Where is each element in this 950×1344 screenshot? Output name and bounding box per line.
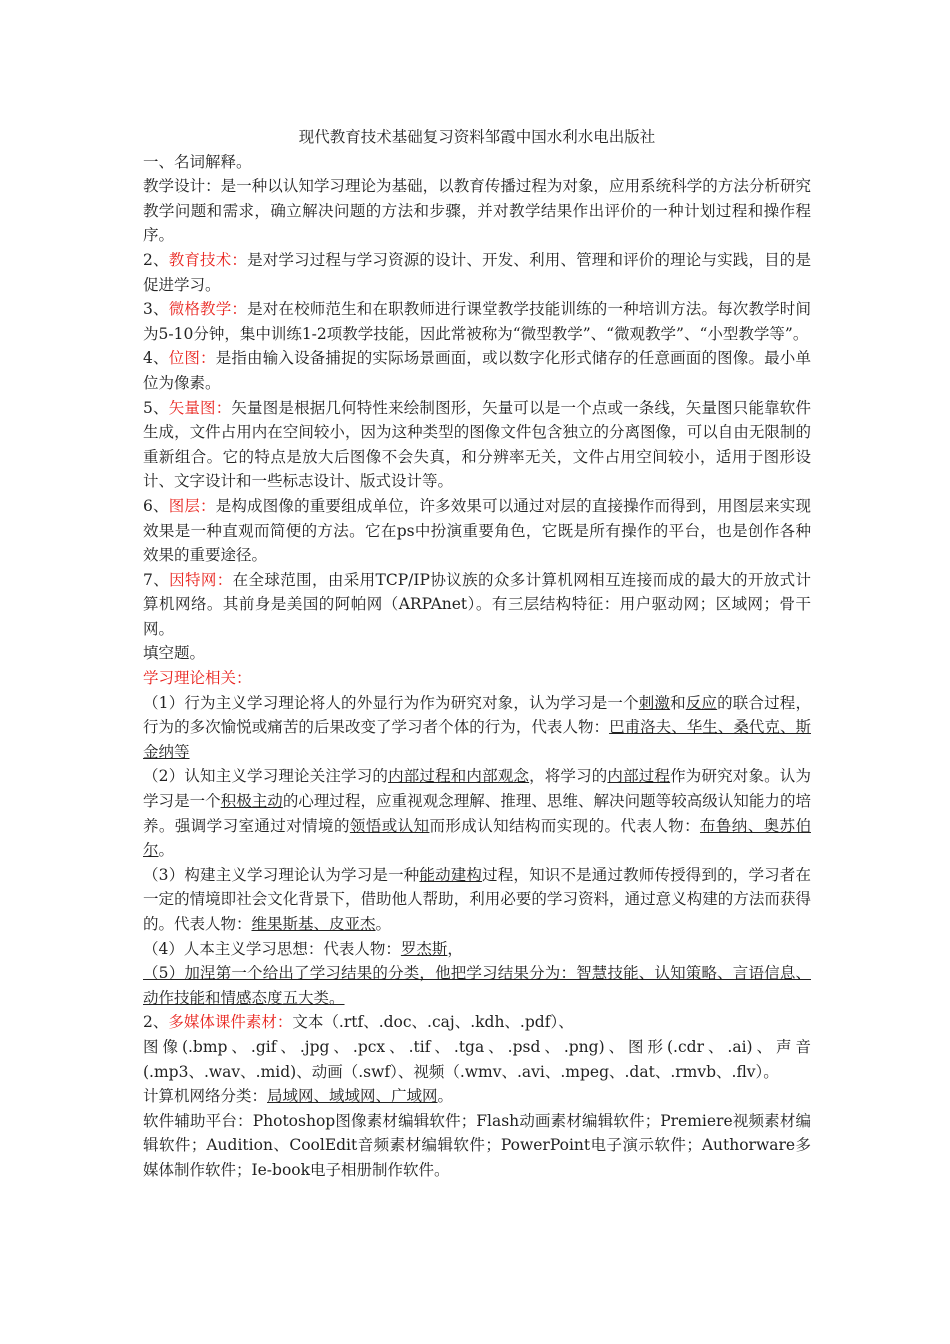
text-run: ，将学习的 [529, 767, 608, 786]
multimedia-formats: 图像(.bmp、.gif、.jpg、.pcx、.tif、.tga、.psd、.png)、图形(.cdr、.ai)、声音(.mp3、.wav、.mid)、动画（.swf）、视频（.wmv、.avi、.mpeg、.dat、.rmvb、.flv）。 [143, 1037, 811, 1081]
underlined-answer: 反应 [685, 693, 718, 712]
definition-bitmap [143, 346, 811, 395]
text-run: 而形成认知结构而实现的。代表人物： [429, 816, 700, 835]
text-run: （2）认知主义学习理论关注学习的 [143, 767, 389, 786]
text-run: 。 [437, 1087, 454, 1106]
text-run: 的心理过程，应重视观念理解、推理、思维、解决问题等较高级认知能力的培养。强调学习室通过对情境的 [143, 792, 811, 835]
text-run: 。 [375, 915, 392, 933]
text-run: 计算机网络分类： [143, 1087, 268, 1106]
document-page [143, 125, 811, 1183]
text-run: 作为研究对象。认为学习是一个 [143, 767, 811, 811]
definition-microteaching [143, 297, 811, 346]
definition-instructional-design: 教学设计：是一种以认知学习理论为基础，以教育传播过程为对象，应用系统科学的方法分析研究教学问题和需求，确立解决问题的方法和步骤，并对教学结果作出评价的一种计划过程和操作程序。 [143, 177, 811, 245]
page-title: 现代教育技术基础复习资料邹霞中国水利水电出版社 [298, 128, 656, 146]
text-run: 文本（.rtf、.doc、.caj、.kdh、.pdf）、 [292, 1013, 574, 1032]
definition-term: 因特网： [169, 570, 233, 589]
theory-gagne: （5）加涅第一个给出了学习结果的分类，他把学习结果分为：智慧技能、认知策略、言语信息、动作技能和情感态度五大类。 [143, 964, 811, 1007]
underlined-answer: 领悟或认知 [349, 816, 430, 835]
underlined-answer: 能动建构 [419, 865, 483, 884]
definition-layer [143, 494, 811, 568]
underlined-answer: 内部过程 [607, 767, 671, 786]
section-heading-definitions: 一、名词解释。 [143, 152, 252, 171]
underlined-answer: 刺激 [638, 693, 671, 712]
definition-vector-graphic [143, 396, 811, 494]
definition-number: 7、 [143, 570, 170, 589]
definition-internet [143, 568, 811, 642]
learning-theory-heading: 学习理论相关： [143, 669, 252, 688]
underlined-answer: 巴甫洛夫、华生、桑代克、斯金纳等 [143, 718, 811, 761]
theory-humanism [143, 937, 811, 962]
definition-number: 6、 [143, 496, 169, 515]
network-classification [143, 1084, 811, 1109]
definition-text: 是指由输入设备捕捉的实际场景画面，或以数字化形式储存的任意画面的图像。最小单位为像素。 [143, 349, 811, 392]
text-run: 的联合过程，行为的多次愉悦或痛苦的后果改变了学习者个体的行为，代表人物： [143, 693, 811, 737]
theory-cognitivism [143, 764, 811, 862]
definition-term: 多媒体课件素材： [168, 1013, 293, 1032]
software-platforms: 软件辅助平台：Photoshop图像素材编辑软件；Flash动画素材编辑软件；Premiere视频素材编辑软件；Audition、CoolEdit音频素材编辑软件；PowerPoint电子演示软件；Authorware多媒体制作软件；Ie-book电子相册制作软件。 [143, 1111, 811, 1179]
underlined-answer: 内部过程和内部观念 [388, 767, 530, 786]
underlined-answer: 罗杰斯 [400, 939, 448, 958]
text-run: （1）行为主义学习理论将人的外显行为作为研究对象，认为学习是一个 [143, 693, 639, 712]
text-run: 和 [670, 693, 686, 712]
definition-number: 2、 [143, 250, 169, 269]
definition-text: 是对学习过程与学习资源的设计、开发、利用、管理和评价的理论与实践，目的是促进学习。 [143, 250, 811, 294]
text-run: ， [447, 939, 463, 958]
text-run: 。 [158, 841, 175, 860]
definition-educational-technology [143, 248, 811, 297]
underlined-answer: 维果斯基、皮亚杰 [251, 915, 376, 933]
underlined-answer: 布鲁纳、奥苏伯尔 [143, 816, 811, 860]
definition-text: 在全球范围，由采用TCP/IP协议族的众多计算机网相互连接而成的最大的开放式计算机网络。其前身是美国的阿帕网（ARPAnet）。有三层结构特征：用户驱动网；区域网；骨干网。 [143, 570, 811, 638]
definition-text: 矢量图是根据几何特性来绘制图形，矢量可以是一个点或一条线，矢量图只能靠软件生成，文件占用内在空间较小，因为这种类型的图像文件包含独立的分离图像，可以自由无限制的重新组合。它的特点是放大后图像不会失真，和分辨率无关，文件占用空间较小，适用于图形设计、文字设计和一些标志设计、版式设计等。 [143, 398, 811, 491]
definition-term: 位图： [168, 349, 216, 368]
section-heading-fill-blank: 填空题。 [143, 644, 206, 663]
definition-number: 3、 [143, 300, 169, 319]
definition-number: 2、 [143, 1013, 169, 1032]
definition-number: 5、 [143, 398, 169, 417]
theory-behaviorism [143, 691, 811, 765]
multimedia-materials [143, 1010, 811, 1035]
definition-text: 是对在校师范生和在职教师进行课堂教学技能训练的一种培训方法。每次教学时间为5-10分钟，集中训练1-2项教学技能，因此常被称为“微型教学”、“微观教学”、“小型教学等”。 [143, 300, 811, 343]
theory-constructivism [143, 863, 811, 937]
definition-term: 矢量图： [168, 398, 232, 417]
definition-term: 教育技术： [168, 250, 248, 269]
definition-term: 微格教学： [168, 300, 248, 319]
definition-text: 是构成图像的重要组成单位，许多效果可以通过对层的直接操作而得到，用图层来实现效果是一种直观而简便的方法。它在ps中扮演重要角色，它既是所有操作的平台，也是创作各种效果的重要途径。 [143, 496, 811, 565]
text-run: 过程，知识不是通过教师传授得到的，学习者在一定的情境即社会文化背景下，借助他人帮助，利用必要的学习资料，通过意义构建的方法而获得的。代表人物： [143, 865, 811, 933]
text-run: （4）人本主义学习思想：代表人物： [143, 939, 401, 958]
text-run: （3）构建主义学习理论认为学习是一种 [143, 865, 420, 884]
underlined-answer: 积极主动 [220, 792, 283, 811]
definition-number: 4、 [143, 349, 169, 368]
definition-term: 图层： [168, 496, 216, 515]
underlined-answer: 局域网、域域网、广域网 [267, 1087, 438, 1106]
